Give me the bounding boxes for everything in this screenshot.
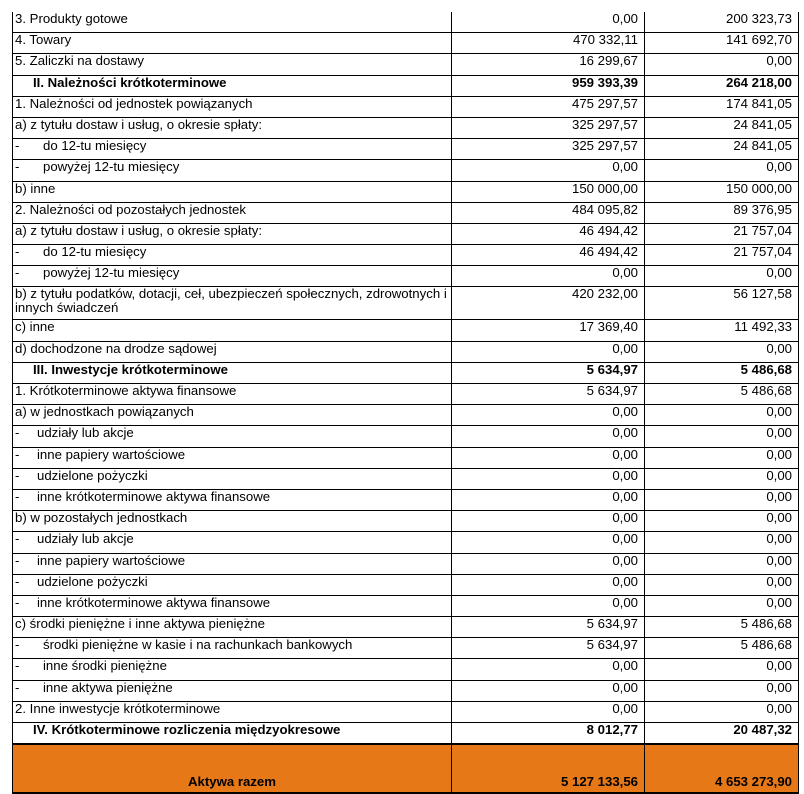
row-label (13, 638, 452, 659)
table-row (13, 287, 799, 320)
row-value-previous: 0,00 (645, 595, 799, 616)
row-value-previous: 56 127,58 (645, 287, 799, 320)
table-row (13, 341, 799, 362)
row-label (13, 489, 452, 510)
row-label: b) w pozostałych jednostkach (13, 511, 452, 532)
row-label (13, 659, 452, 680)
row-value-previous: 20 487,32 (645, 723, 799, 745)
row-value-current: 325 297,57 (452, 139, 645, 160)
balance-sheet (12, 12, 798, 794)
row-value-current: 5 634,97 (452, 617, 645, 638)
row-value-current: 0,00 (452, 659, 645, 680)
row-label-text: udziały lub akcje (37, 531, 134, 547)
row-value-current: 8 012,77 (452, 723, 645, 745)
table-row (13, 33, 799, 54)
row-label-text: inne krótkoterminowe aktywa finansowe (37, 594, 271, 610)
row-value-previous: 0,00 (645, 659, 799, 680)
dash-marker: - (15, 425, 20, 441)
row-label (13, 574, 452, 595)
dash-marker: - (15, 159, 20, 175)
table-row (13, 638, 799, 659)
row-label: 4. Towary (13, 33, 452, 54)
table-row (13, 532, 799, 553)
row-value-current: 0,00 (452, 12, 645, 33)
row-value-previous: 264 218,00 (645, 75, 799, 96)
section-label: IV. Krótkoterminowe rozliczenia międzyokresowe (13, 723, 452, 745)
row-value-current: 0,00 (452, 701, 645, 722)
row-value-previous: 0,00 (645, 701, 799, 722)
table-row (13, 96, 799, 117)
table-row (13, 701, 799, 722)
row-value-current: 0,00 (452, 574, 645, 595)
row-label: a) z tytułu dostaw i usług, o okresie spłaty: (13, 223, 452, 244)
row-label-text: powyżej 12-tu miesięcy (43, 265, 180, 281)
table-row (13, 595, 799, 616)
row-value-current: 420 232,00 (452, 287, 645, 320)
row-label: d) dochodzone na drodze sądowej (13, 341, 452, 362)
section-row (13, 75, 799, 96)
table-row (13, 12, 799, 33)
row-value-previous: 0,00 (645, 447, 799, 468)
table-row (13, 320, 799, 341)
row-label: b) z tytułu podatków, dotacji, ceł, ubezpieczeń społecznych, zdrowotnych i innych świadczeń (13, 287, 452, 320)
table-row (13, 139, 799, 160)
section-row (13, 723, 799, 745)
row-value-previous: 89 376,95 (645, 202, 799, 223)
row-label: a) w jednostkach powiązanych (13, 405, 452, 426)
row-value-current: 150 000,00 (452, 181, 645, 202)
dash-marker: - (15, 488, 20, 504)
table-row (13, 574, 799, 595)
table-row (13, 680, 799, 701)
row-value-current: 5 634,97 (452, 362, 645, 383)
section-label: II. Należności krótkoterminowe (13, 75, 452, 96)
row-label (13, 447, 452, 468)
row-label-text: inne środki pieniężne (43, 658, 167, 674)
row-value-previous: 5 486,68 (645, 638, 799, 659)
row-value-current: 17 369,40 (452, 320, 645, 341)
row-label (13, 139, 452, 160)
row-label-text: udzielone pożyczki (37, 467, 148, 483)
row-value-current: 0,00 (452, 468, 645, 489)
table-row (13, 245, 799, 266)
table-row (13, 266, 799, 287)
row-value-current: 0,00 (452, 553, 645, 574)
row-value-current: 0,00 (452, 511, 645, 532)
dash-marker: - (15, 138, 20, 154)
row-value-previous: 5 486,68 (645, 362, 799, 383)
row-value-current: 5 634,97 (452, 638, 645, 659)
dash-marker: - (15, 658, 20, 674)
row-value-previous: 0,00 (645, 553, 799, 574)
row-value-previous: 174 841,05 (645, 96, 799, 117)
row-value-previous: 0,00 (645, 160, 799, 181)
row-value-current: 475 297,57 (452, 96, 645, 117)
row-label-text: środki pieniężne w kasie i na rachunkach bankowych (43, 637, 353, 653)
dash-marker: - (15, 446, 20, 462)
row-label: 1. Krótkoterminowe aktywa finansowe (13, 384, 452, 405)
dash-marker: - (15, 679, 20, 695)
row-value-current: 325 297,57 (452, 117, 645, 138)
row-label (13, 426, 452, 447)
row-value-previous: 5 486,68 (645, 617, 799, 638)
row-label-text: powyżej 12-tu miesięcy (43, 159, 180, 175)
row-label: b) inne (13, 181, 452, 202)
table-row (13, 405, 799, 426)
row-value-current: 0,00 (452, 532, 645, 553)
section-row (13, 362, 799, 383)
row-value-previous: 0,00 (645, 54, 799, 75)
table-row (13, 384, 799, 405)
row-label (13, 266, 452, 287)
row-value-previous: 0,00 (645, 266, 799, 287)
row-label: a) z tytułu dostaw i usług, o okresie spłaty: (13, 117, 452, 138)
section-label: III. Inwestycje krótkoterminowe (13, 362, 452, 383)
row-value-current: 0,00 (452, 447, 645, 468)
row-label (13, 595, 452, 616)
table-row (13, 54, 799, 75)
row-value-previous: 0,00 (645, 680, 799, 701)
row-value-current: 46 494,42 (452, 245, 645, 266)
table-row (13, 426, 799, 447)
total-value-current: 5 127 133,56 (452, 744, 645, 793)
row-value-previous: 150 000,00 (645, 181, 799, 202)
row-value-previous: 11 492,33 (645, 320, 799, 341)
table-row (13, 181, 799, 202)
row-value-previous: 0,00 (645, 405, 799, 426)
row-value-current: 959 393,39 (452, 75, 645, 96)
row-label (13, 160, 452, 181)
row-label-text: udzielone pożyczki (37, 573, 148, 589)
row-value-previous: 0,00 (645, 511, 799, 532)
table-row (13, 468, 799, 489)
table-row (13, 489, 799, 510)
row-value-current: 0,00 (452, 266, 645, 287)
row-label (13, 680, 452, 701)
assets-table (12, 12, 799, 794)
row-value-previous: 24 841,05 (645, 139, 799, 160)
row-label: 1. Należności od jednostek powiązanych (13, 96, 452, 117)
dash-marker: - (15, 594, 20, 610)
row-label-text: udziały lub akcje (37, 425, 134, 441)
row-label-text: inne papiery wartościowe (37, 552, 186, 568)
row-label-text: inne papiery wartościowe (37, 446, 186, 462)
row-label: 5. Zaliczki na dostawy (13, 54, 452, 75)
row-value-current: 46 494,42 (452, 223, 645, 244)
row-value-current: 0,00 (452, 680, 645, 701)
row-label-text: inne krótkoterminowe aktywa finansowe (37, 488, 271, 504)
table-row (13, 511, 799, 532)
row-value-current: 16 299,67 (452, 54, 645, 75)
row-label: 3. Produkty gotowe (13, 12, 452, 33)
dash-marker: - (15, 467, 20, 483)
row-value-previous: 24 841,05 (645, 117, 799, 138)
row-label: c) środki pieniężne i inne aktywa pieniężne (13, 617, 452, 638)
total-row (13, 744, 799, 793)
table-row (13, 223, 799, 244)
table-row (13, 553, 799, 574)
row-label (13, 468, 452, 489)
row-label (13, 553, 452, 574)
row-label-text: do 12-tu miesięcy (43, 138, 147, 154)
row-value-current: 0,00 (452, 341, 645, 362)
dash-marker: - (15, 531, 20, 547)
row-value-current: 0,00 (452, 405, 645, 426)
row-label-text: inne aktywa pieniężne (43, 679, 173, 695)
row-value-previous: 21 757,04 (645, 245, 799, 266)
row-label (13, 532, 452, 553)
row-label (13, 245, 452, 266)
row-value-current: 0,00 (452, 489, 645, 510)
dash-marker: - (15, 265, 20, 281)
dash-marker: - (15, 552, 20, 568)
row-value-current: 470 332,11 (452, 33, 645, 54)
row-label: 2. Inne inwestycje krótkoterminowe (13, 701, 452, 722)
row-label-text: do 12-tu miesięcy (43, 244, 147, 260)
row-value-previous: 5 486,68 (645, 384, 799, 405)
total-value-previous: 4 653 273,90 (645, 744, 799, 793)
row-value-previous: 21 757,04 (645, 223, 799, 244)
row-value-current: 0,00 (452, 595, 645, 616)
dash-marker: - (15, 637, 20, 653)
table-row (13, 659, 799, 680)
row-value-previous: 0,00 (645, 468, 799, 489)
row-value-previous: 141 692,70 (645, 33, 799, 54)
row-value-previous: 200 323,73 (645, 12, 799, 33)
row-value-previous: 0,00 (645, 341, 799, 362)
row-value-previous: 0,00 (645, 532, 799, 553)
row-value-previous: 0,00 (645, 426, 799, 447)
table-row (13, 202, 799, 223)
table-row (13, 117, 799, 138)
row-value-current: 484 095,82 (452, 202, 645, 223)
row-value-current: 5 634,97 (452, 384, 645, 405)
total-label: Aktywa razem (13, 744, 452, 793)
dash-marker: - (15, 244, 20, 260)
table-row (13, 617, 799, 638)
table-row (13, 160, 799, 181)
row-value-previous: 0,00 (645, 489, 799, 510)
row-value-current: 0,00 (452, 426, 645, 447)
table-row (13, 447, 799, 468)
dash-marker: - (15, 573, 20, 589)
row-label: c) inne (13, 320, 452, 341)
row-value-current: 0,00 (452, 160, 645, 181)
row-label: 2. Należności od pozostałych jednostek (13, 202, 452, 223)
row-value-previous: 0,00 (645, 574, 799, 595)
